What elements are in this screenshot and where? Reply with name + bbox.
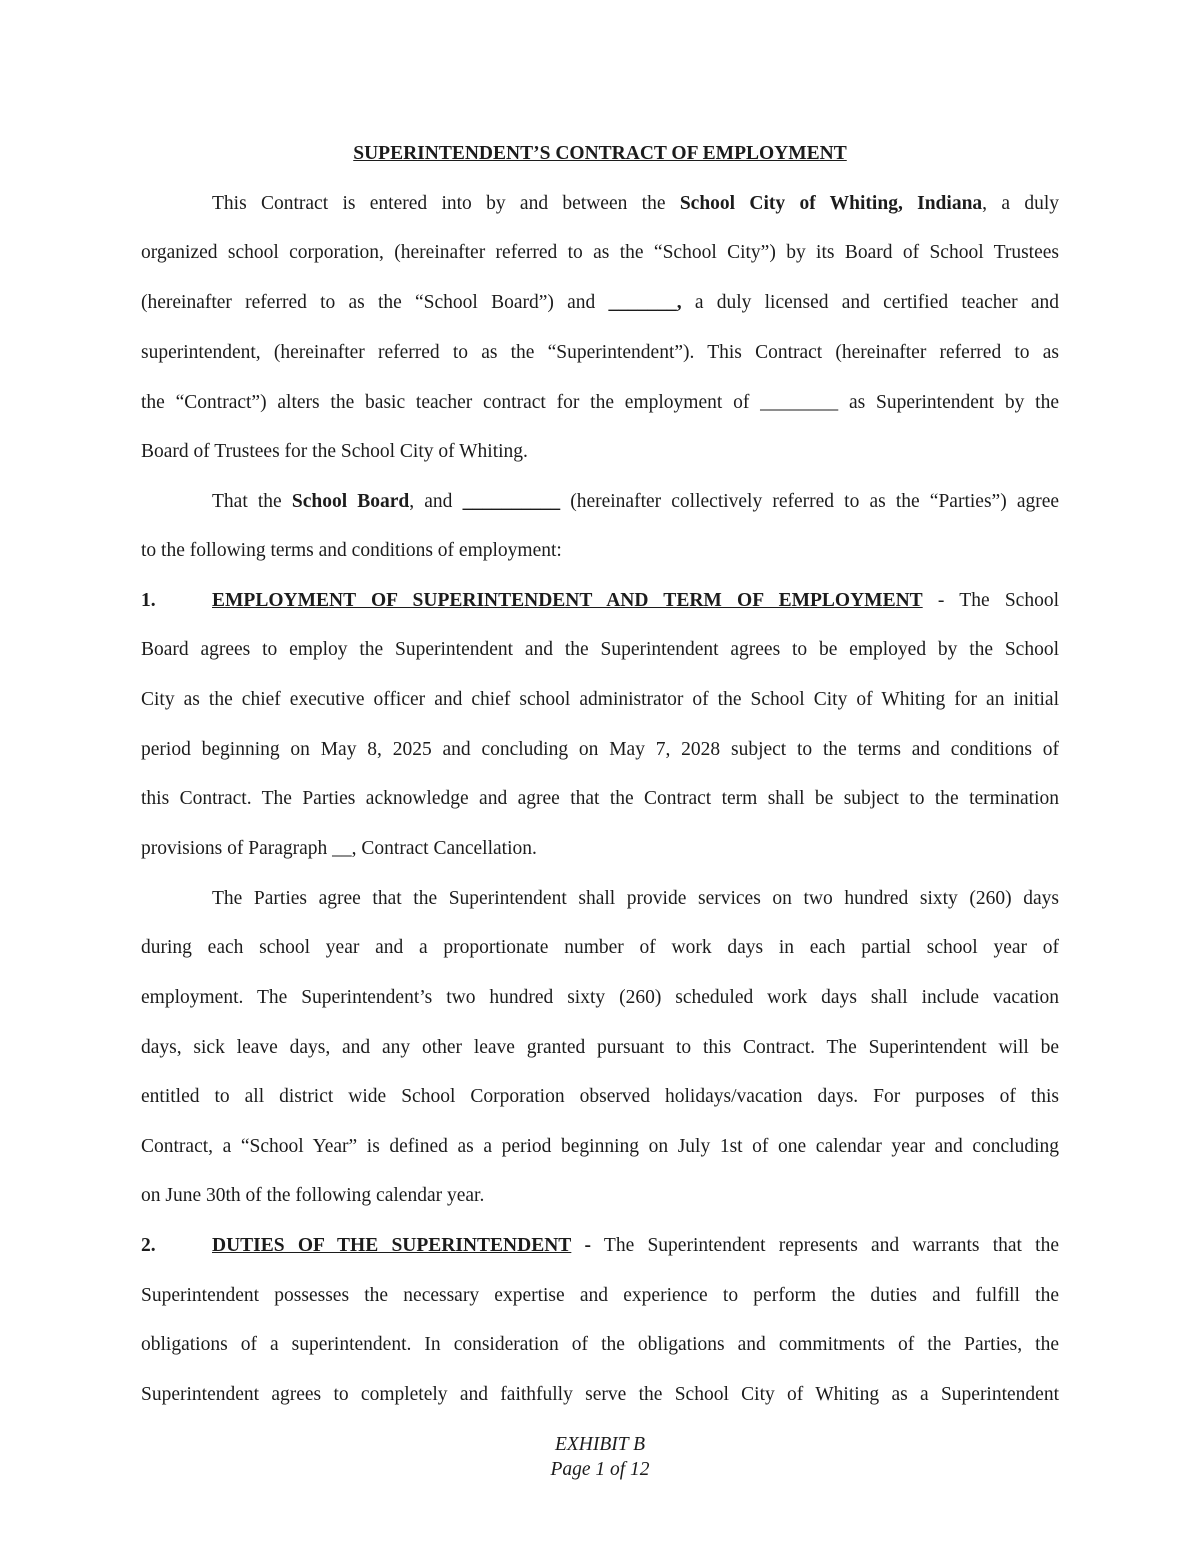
intro-line-5: the “Contract”) alters the basic teacher contract for the employment of ________ as Superintendent by the xyxy=(141,392,1059,413)
section-1-line-4: period beginning on May 8, 2025 and concluding on May 7, 2028 subject to the terms and conditions of xyxy=(141,739,1059,760)
section-1-heading: EMPLOYMENT OF SUPERINTENDENT AND TERM OF EMPLOYMENT xyxy=(212,590,923,611)
section-1-para2-line-6: Contract, a “School Year” is defined as a period beginning on July 1st of one calendar year and concluding xyxy=(141,1136,1059,1157)
section-1-line-6: provisions of Paragraph __, Contract Cancellation. xyxy=(141,838,537,859)
intro-text: That the xyxy=(212,491,282,512)
intro-text: a duly licensed and certified teacher and xyxy=(694,292,1060,313)
blank-name-field: __________ xyxy=(462,491,561,512)
parties-line-1 xyxy=(212,489,1059,515)
section-1-para2-line-4: days, sick leave days, and any other leave granted pursuant to this Contract. The Superintendent will be xyxy=(141,1037,1059,1058)
intro-line-6: Board of Trustees for the School City of Whiting. xyxy=(141,441,528,462)
intro-line-3 xyxy=(141,290,1059,316)
party-school-city: School City of Whiting, Indiana xyxy=(679,193,983,214)
intro-text: , and xyxy=(409,491,453,512)
intro-text: (hereinafter referred to as the “School Board”) and xyxy=(141,292,596,313)
intro-line-4: superintendent, (hereinafter referred to as the “Superintendent”). This Contract (hereinafter referred to as xyxy=(141,342,1059,363)
intro-text: (hereinafter collectively referred to as the “Parties”) agree xyxy=(570,491,1060,512)
section-2-number: 2. xyxy=(141,1235,156,1256)
blank-name-field: _______, xyxy=(608,292,682,313)
section-2-heading: DUTIES OF THE SUPERINTENDENT xyxy=(212,1235,572,1256)
intro-line-1 xyxy=(212,191,1059,217)
section-1-para2-line-7: on June 30th of the following calendar year. xyxy=(141,1185,485,1206)
intro-text: , a duly xyxy=(982,193,1059,214)
intro-text: This Contract is entered into by and between the xyxy=(212,193,666,214)
section-dash: - xyxy=(584,1235,592,1256)
section-text: - The School xyxy=(937,590,1059,611)
section-1-para2-line-5: entitled to all district wide School Corporation observed holidays/vacation days. For purposes of this xyxy=(141,1086,1059,1107)
section-1-para2-line-3: employment. The Superintendent’s two hundred sixty (260) scheduled work days shall include vacation xyxy=(141,987,1059,1008)
section-2-line-4: Superintendent agrees to completely and faithfully serve the School City of Whiting as a Superintendent xyxy=(141,1384,1059,1405)
section-1-number: 1. xyxy=(141,590,156,611)
section-1-line-2: Board agrees to employ the Superintendent and the Superintendent agrees to be employed by the School xyxy=(141,639,1059,660)
section-2-line-3: obligations of a superintendent. In consideration of the obligations and commitments of the Parties, the xyxy=(141,1334,1059,1355)
section-1-para2-line-1: The Parties agree that the Superintendent shall provide services on two hundred sixty (260) days xyxy=(212,888,1059,909)
section-1-line-5: this Contract. The Parties acknowledge and agree that the Contract term shall be subject to the termination xyxy=(141,788,1059,809)
intro-line-2: organized school corporation, (hereinafter referred to as the “School City”) by its Board of School Trustees xyxy=(141,242,1059,263)
section-1-line-3: City as the chief executive officer and chief school administrator of the School City of Whiting for an initial xyxy=(141,689,1059,710)
footer-exhibit: EXHIBIT B xyxy=(554,1434,646,1455)
document-title: SUPERINTENDENT’S CONTRACT OF EMPLOYMENT xyxy=(353,143,847,164)
section-2-line-1 xyxy=(212,1233,1059,1259)
party-school-board: School Board xyxy=(291,491,410,512)
section-text: The Superintendent represents and warrants that the xyxy=(603,1235,1060,1256)
section-1-line-1 xyxy=(212,588,1059,614)
footer-page-number: Page 1 of 12 xyxy=(550,1459,650,1480)
section-2-line-2: Superintendent possesses the necessary expertise and experience to perform the duties and fulfill the xyxy=(141,1285,1059,1306)
section-1-para2-line-2: during each school year and a proportionate number of work days in each partial school year of xyxy=(141,937,1059,958)
parties-line-2: to the following terms and conditions of employment: xyxy=(141,540,562,561)
